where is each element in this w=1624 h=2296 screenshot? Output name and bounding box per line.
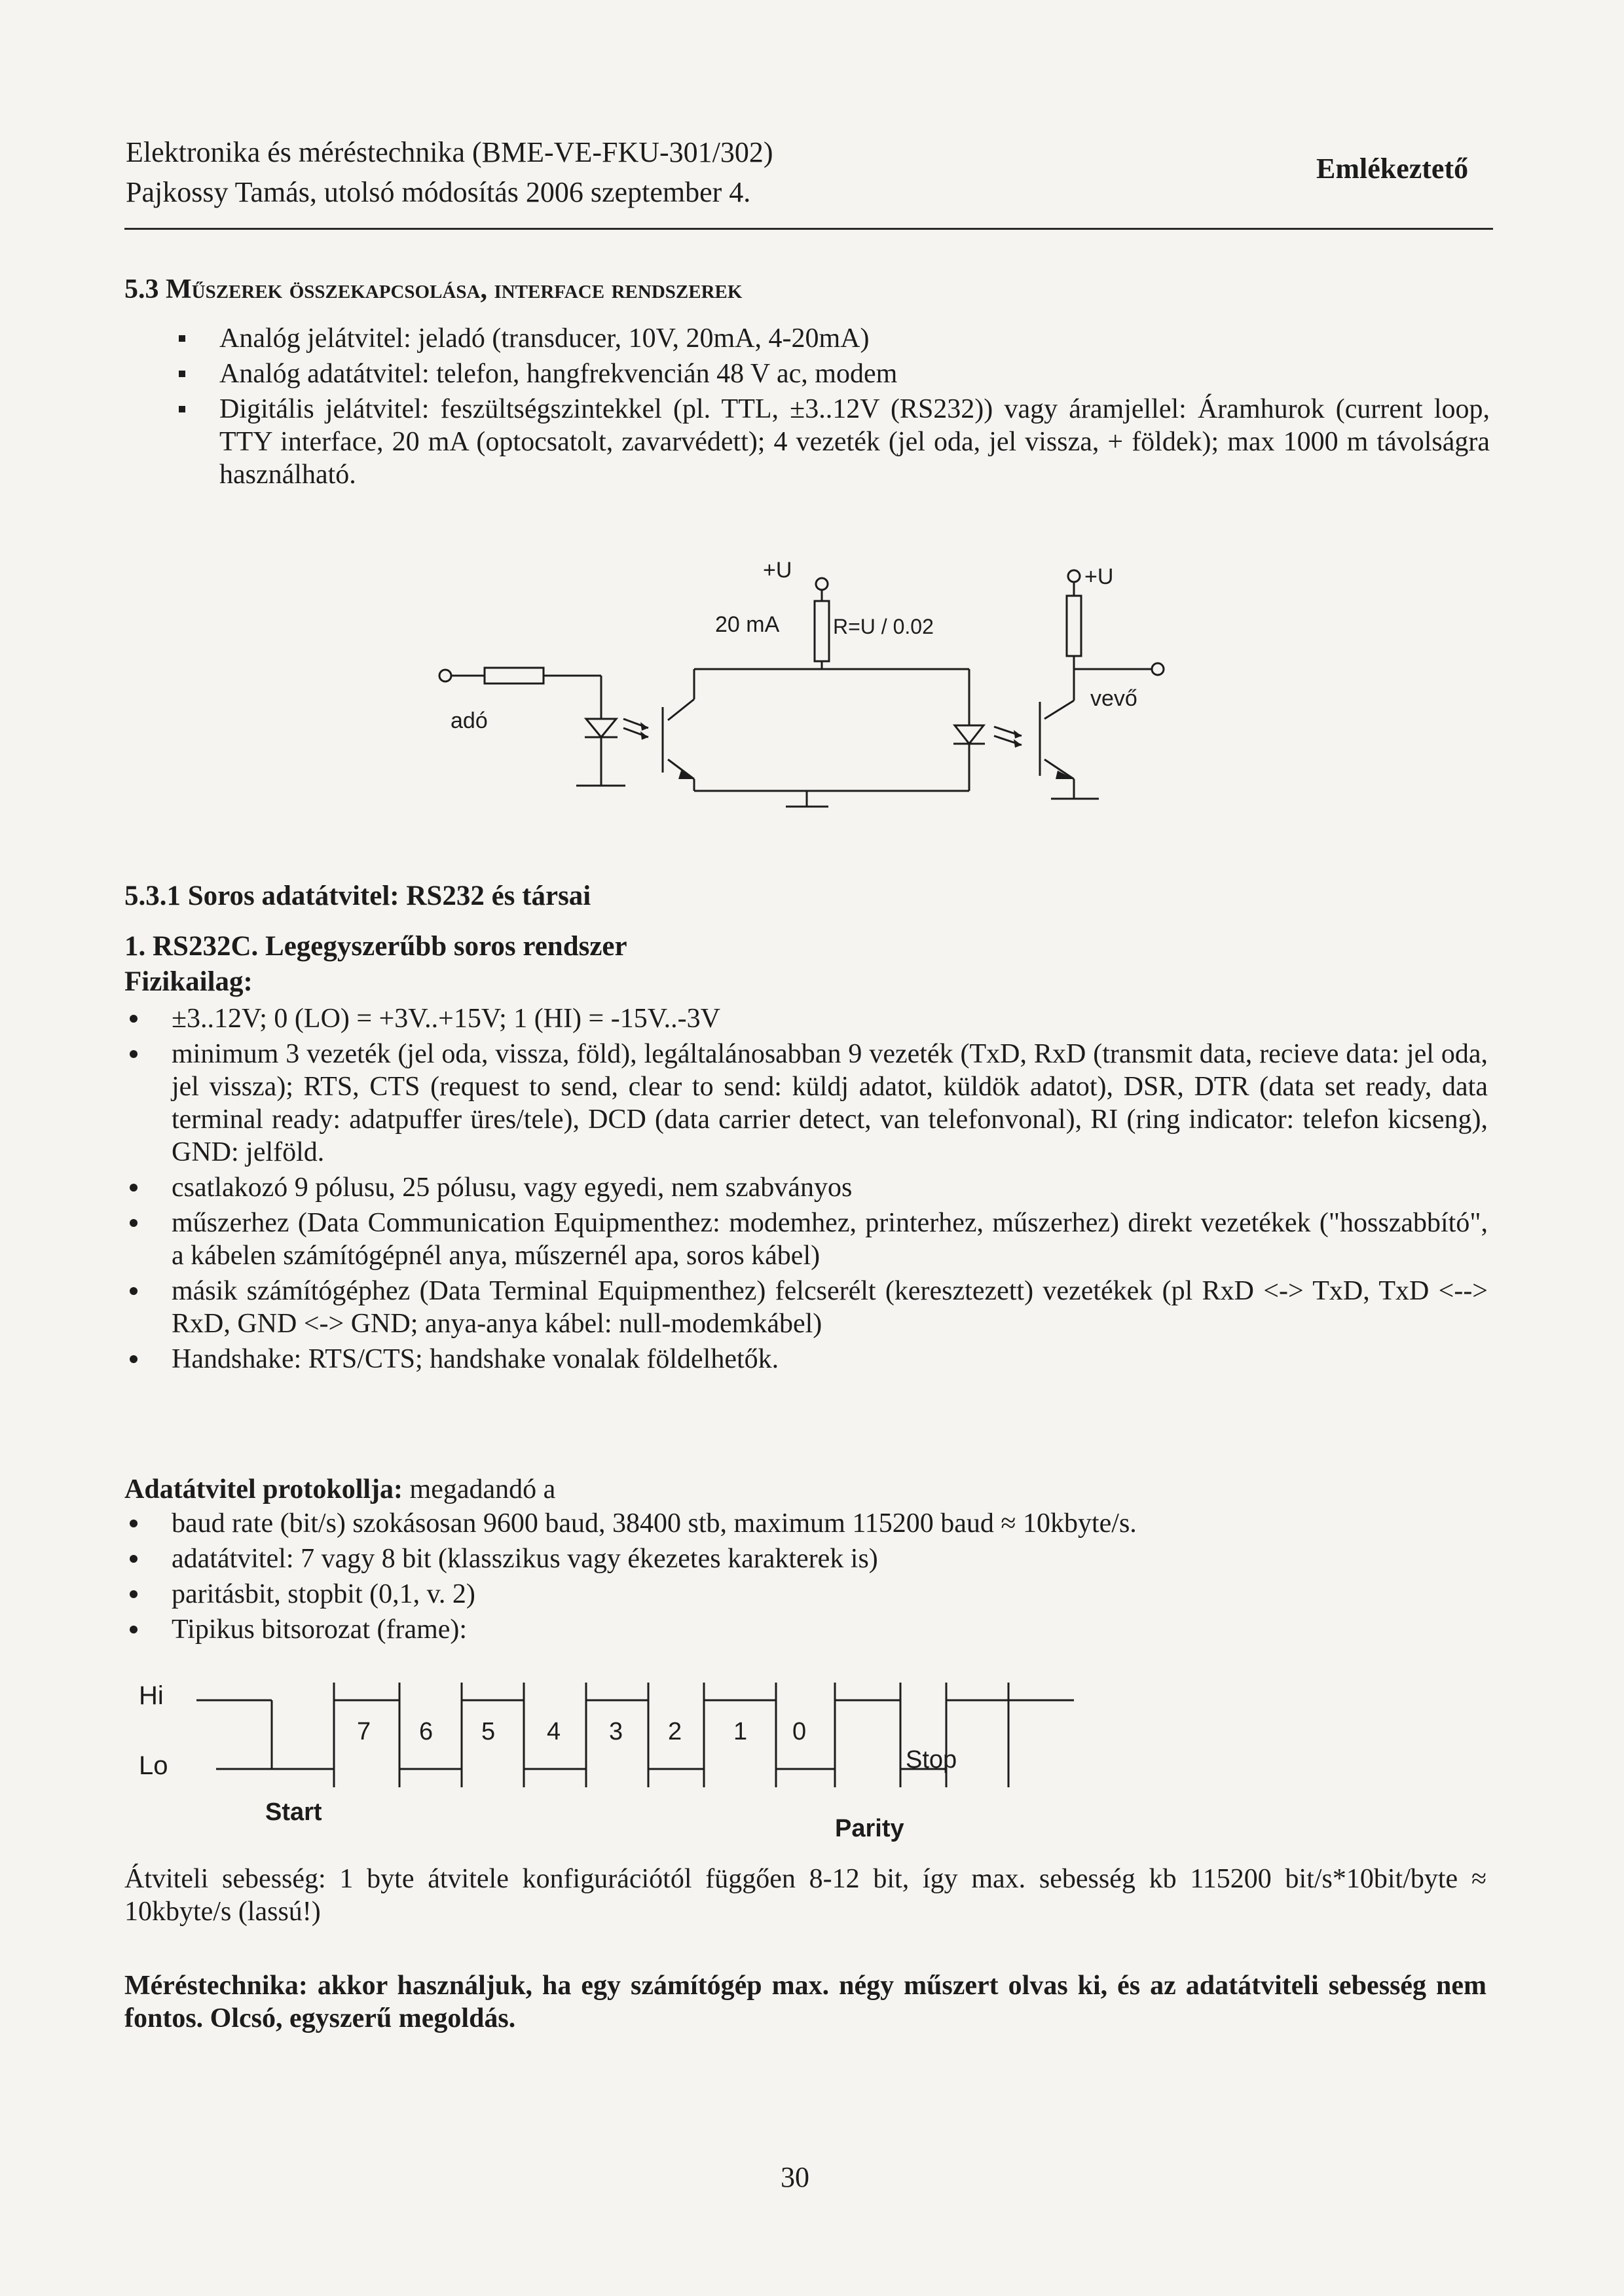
list-item: műszerhez (Data Communication Equipmenthez: modemhez, printerhez, műszerhez) direkt vezetékek ("hosszabbító", a kábelen számítógépnél anya, műszernél apa, soros kábel) — [126, 1207, 1488, 1272]
bit-label-2: 2 — [668, 1718, 682, 1745]
sender-label: adó — [451, 708, 488, 733]
header-course: Elektronika és méréstechnika (BME-VE-FKU-301/302) — [126, 136, 773, 168]
header-rule — [124, 228, 1493, 230]
list-item: Tipikus bitsorozat (frame): — [126, 1613, 1488, 1646]
list-item: baud rate (bit/s) szokásosan 9600 baud, 38400 stb, maximum 115200 baud ≈ 10kbyte/s. — [126, 1507, 1488, 1540]
list-item: Digitális jelátvitel: feszültségszintekkel (pl. TTL, ±3..12V (RS232)) vagy áramjellel: Áramhurok (current loop, TTY interface, 20 mA (optocsatolt, zavarvédett); 4 vezeték (jel oda, jel vissza, + földek); max 1000 m távolságra használható. — [174, 393, 1490, 491]
list-item: csatlakozó 9 pólusu, 25 pólusu, vagy egyedi, nem szabványos — [126, 1171, 1488, 1204]
protocol-lead: Adatátvitel protokollja: — [124, 1474, 403, 1504]
section-title — [124, 274, 742, 305]
current-loop-diagram — [419, 547, 1205, 822]
measurement-paragraph: Méréstechnika: akkor használjuk, ha egy számítógép max. négy műszert olvas ki, és az adatátviteli sebesség nem fontos. Olcsó, egyszerű megoldás. — [124, 1971, 1486, 2033]
bit-label-4: 4 — [547, 1718, 561, 1745]
hi-label: Hi — [139, 1681, 164, 1710]
bit-label-1: 1 — [733, 1718, 748, 1745]
list-item: másik számítógéphez (Data Terminal Equipmenthez) felcserélt (keresztezett) vezetékek (pl RxD <-> TxD, TxD <--> RxD, GND <-> GND; anya-anya kábel: null-modemkábel) — [126, 1275, 1488, 1340]
bit-label-5: 5 — [481, 1718, 496, 1745]
plus-u-right-label: +U — [1084, 564, 1114, 589]
start-label: Start — [265, 1798, 322, 1826]
analog-digital-list — [174, 322, 1490, 494]
list-item: Handshake: RTS/CTS; handshake vonalak földelhetők. — [126, 1343, 1488, 1376]
bit-label-3: 3 — [609, 1718, 623, 1745]
list-item: adatátvitel: 7 vagy 8 bit (klasszikus vagy ékezetes karakterek is) — [126, 1542, 1488, 1575]
list-item: Analóg adatátvitel: telefon, hangfrekvencián 48 V ac, modem — [174, 357, 1490, 390]
resistor-label: R=U / 0.02 — [833, 615, 934, 638]
protocol-heading — [124, 1473, 555, 1506]
protocol-rest: megadandó a — [403, 1474, 556, 1504]
plus-u-left-label: +U — [763, 558, 792, 583]
current-label: 20 mA — [715, 612, 780, 637]
bit-label-6: 6 — [419, 1718, 434, 1745]
header-label: Emlékeztető — [1316, 153, 1469, 185]
stop-label: Stop — [906, 1746, 957, 1774]
lo-label: Lo — [139, 1751, 168, 1780]
bit-label-0: 0 — [792, 1718, 807, 1745]
rs232-physical-list — [126, 1002, 1488, 1378]
physical-label: Fizikailag: — [124, 966, 253, 997]
subsection-title: 5.3.1 Soros adatátvitel: RS232 és társai — [124, 881, 591, 911]
page-number: 30 — [781, 2161, 809, 2193]
list-item: paritásbit, stopbit (0,1, v. 2) — [126, 1578, 1488, 1611]
bit-label-7: 7 — [357, 1718, 371, 1745]
list-item: ±3..12V; 0 (LO) = +3V..+15V; 1 (HI) = -15V..-3V — [126, 1002, 1488, 1035]
list-item: Analóg jelátvitel: jeladó (transducer, 10V, 20mA, 4-20mA) — [174, 322, 1490, 355]
header-author: Pajkossy Tamás, utolsó módosítás 2006 szeptember 4. — [126, 176, 751, 208]
section-title-text: Műszerek összekapcsolása, interface rendszerek — [166, 274, 743, 304]
speed-paragraph: Átviteli sebesség: 1 byte átvitele konfigurációtól függően 8-12 bit, így max. sebesség kb 115200 bit/s*10bit/byte ≈ 10kbyte/s (lassú!) — [124, 1864, 1486, 1927]
bit-frame-diagram — [131, 1663, 1113, 1866]
section-number: 5.3 — [124, 274, 159, 304]
parity-label: Parity — [835, 1815, 904, 1842]
protocol-list — [126, 1507, 1488, 1649]
receiver-label: vevő — [1090, 686, 1137, 711]
list-item: minimum 3 vezeték (jel oda, vissza, föld), legáltalánosabban 9 vezeték (TxD, RxD (transmit data, recieve data: jel oda, jel vissza); RTS, CTS (request to send, clear to send: küldj adatot, küldök adatot), DSR, DTR (data set ready, data terminal ready: adatpuffer üres/tele), DCD (data carrier detect, van telefonvonal), RI (ring indicator: telefon kicseng), GND: jelföld. — [126, 1038, 1488, 1169]
rs232-heading: 1. RS232C. Legegyszerűbb soros rendszer — [124, 931, 627, 962]
